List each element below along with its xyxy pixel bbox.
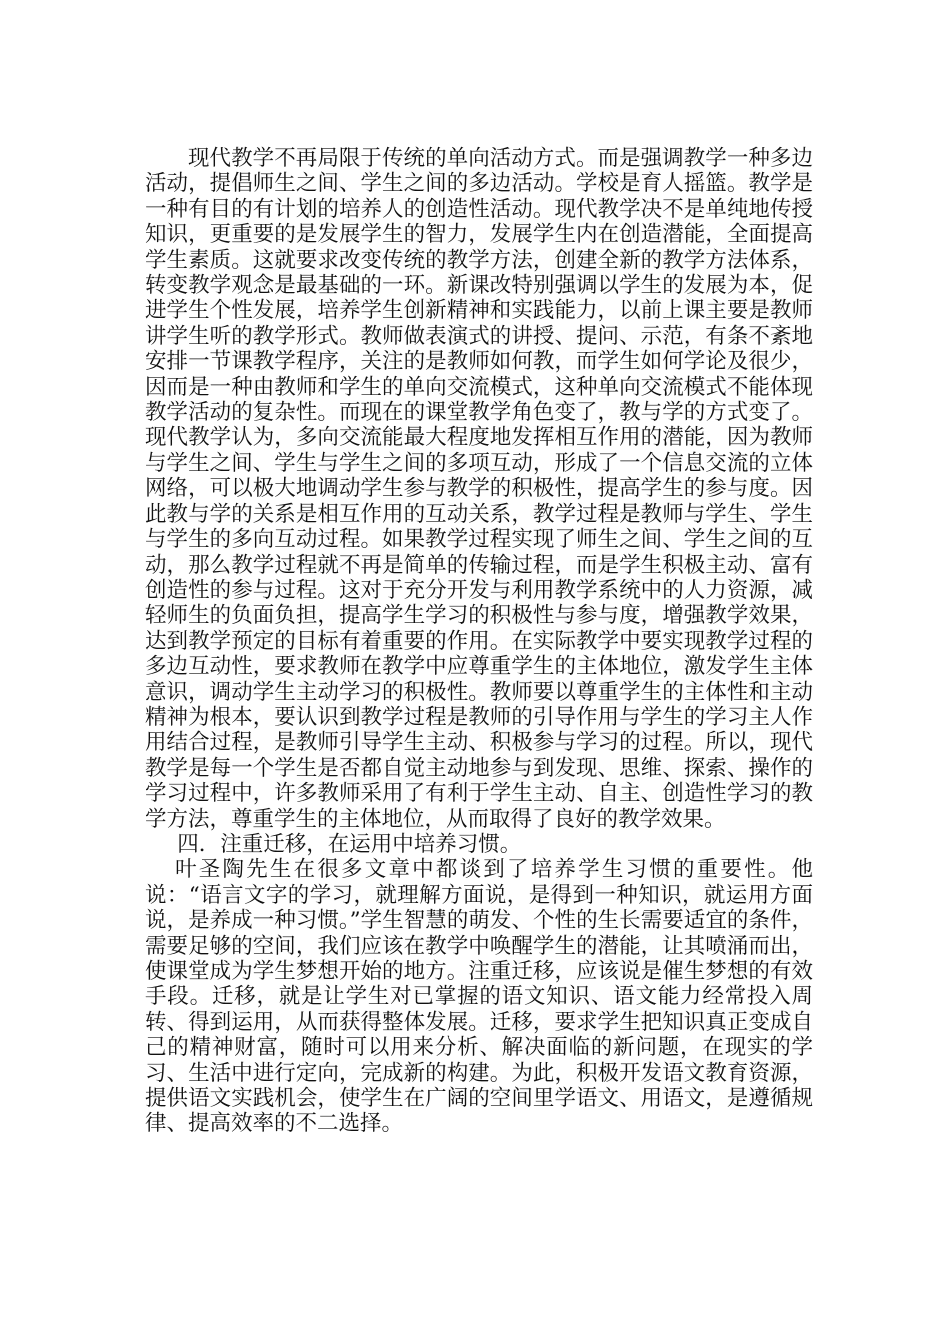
paragraph-ye-shengtao: 叶圣陶先生在很多文章中都谈到了培养学生习惯的重要性。他说：“语言文字的学习，就理解方面说，是得到一种知识，就运用方面说，是养成一种习惯。”学生智慧的萌发、个性的生长需要适宜的条件，需要足够的空间，我们应该在教学中唤醒学生的潜能，让其喷涌而出，使课堂成为学生梦想开始的地方。注重迁移，应该说是催生梦想的有效手段。迁移，就是让学生对已掌握的语文知识、语文能力经常投入周转、得到运用，从而获得整体发展。迁移，要求学生把知识真正变成自己的精神财富，随时可以用来分析、解决面临的新问题，在现实的学习、生活中进行定向，完成新的构建。为此，积极开发语文教育资源，提供语文实践机会，使学生在广阔的空间里学语文、用语文，是遵循规律、提高效率的不二选择。 xyxy=(145,857,813,1137)
section-heading-transfer: 四．注重迁移，在运用中培养习惯。 xyxy=(177,831,522,857)
body-text xyxy=(145,146,813,1137)
paragraph-modern-teaching: 现代教学不再局限于传统的单向活动方式。而是强调教学一种多边活动，提倡师生之间、学生之间的多边活动。学校是育人摇篮。教学是一种有目的有计划的培养人的创造性活动。现代教学决不是单纯地传授知识，更重要的是发展学生的智力，发展学生内在创造潜能，全面提高学生素质。这就要求改变传统的教学方法，创建全新的教学方法体系，转变教学观念是最基础的一环。新课改特别强调以学生的发展为本，促进学生个性发展，培养学生创新精神和实践能力，以前上课主要是教师讲学生听的教学形式。教师做表演式的讲授、提问、示范，有条不紊地安排一节课教学程序，关注的是教师如何教，而学生如何学论及很少，因而是一种由教师和学生的单向交流模式，这种单向交流模式不能体现教学活动的复杂性。而现在的课堂教学角色变了，教与学的方式变了。现代教学认为，多向交流能最大程度地发挥相互作用的潜能，因为教师与学生之间、学生与学生之间的多项互动，形成了一个信息交流的立体网络，可以极大地调动学生参与教学的积极性，提高学生的参与度。因此教与学的关系是相互作用的互动关系，教学过程是教师与学生、学生与学生的多向互动过程。如果教学过程实现了师生之间、学生之间的互动，那么教学过程就不再是简单的传输过程，而是学生积极主动、富有创造性的参与过程。这对于充分开发与利用教学系统中的人力资源，减轻师生的负面负担，提高学生学习的积极性与参与度，增强教学效果，达到教学预定的目标有着重要的作用。在实际教学中要实现教学过程的多边互动性，要求教师在教学中应尊重学生的主体地位，激发学生主体意识，调动学生主动学习的积极性。教师要以尊重学生的主体性和主动精神为根本，要认识到教学过程是教师的引导作用与学生的学习主人作用结合过程，是教师引导学生主动、积极参与学习的过程。所以，现代教学是每一个学生是否都自觉主动地参与到发现、思维、探索、操作的学习过程中，许多教师采用了有利于学生主动、自主、创造性学习的教学方法，尊重学生的主体地位，从而取得了良好的教学效果。 xyxy=(145,146,813,832)
